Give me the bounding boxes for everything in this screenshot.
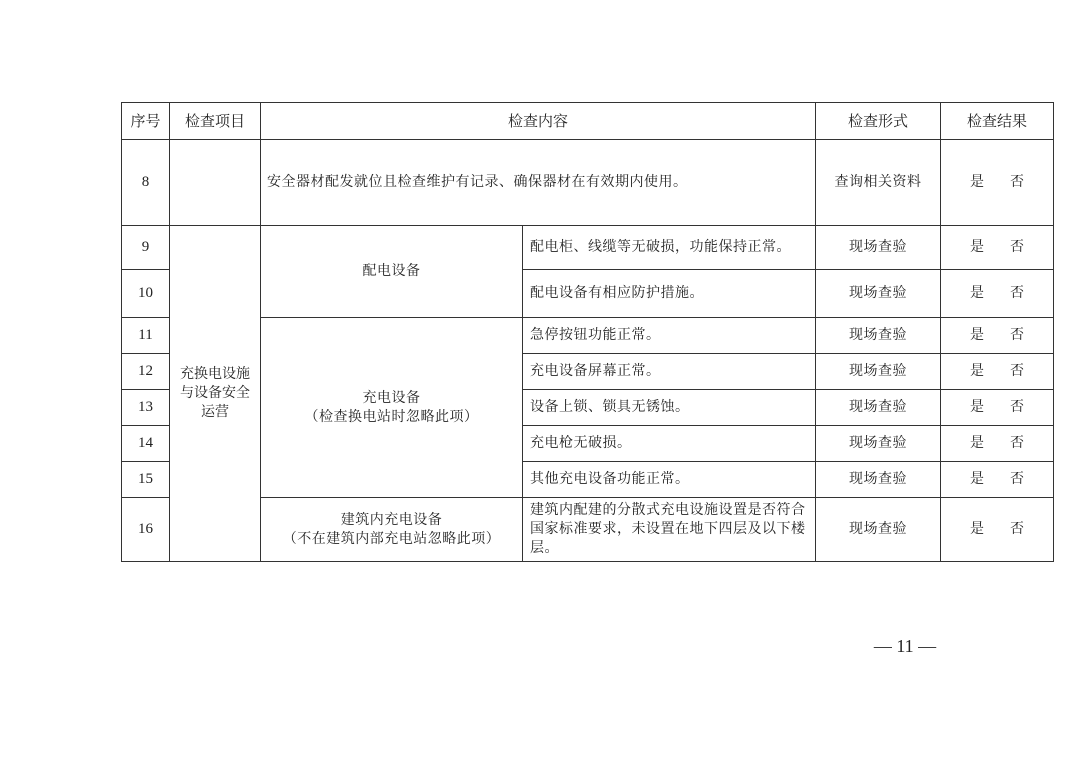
row-detail: 配电设备有相应防护措施。 bbox=[523, 270, 816, 318]
result-no: 否 bbox=[1010, 239, 1025, 255]
row-detail: 其他充电设备功能正常。 bbox=[523, 462, 816, 498]
result-no: 否 bbox=[1010, 521, 1025, 537]
page-number: — 11 — bbox=[873, 636, 937, 656]
row-content: 安全器材配发就位且检查维护有记录、确保器材在有效期内使用。 bbox=[261, 140, 816, 226]
table-header-row bbox=[122, 103, 1054, 140]
table-row bbox=[122, 498, 1054, 562]
row-number: 16 bbox=[122, 498, 170, 562]
group-item-label bbox=[170, 226, 261, 562]
result-no: 否 bbox=[1010, 363, 1025, 379]
result-yes: 是 bbox=[970, 239, 985, 255]
sub-group-distribution: 配电设备 bbox=[261, 226, 523, 318]
table-row bbox=[122, 318, 1054, 354]
inspection-table bbox=[121, 102, 1054, 562]
row-detail: 设备上锁、锁具无锈蚀。 bbox=[523, 390, 816, 426]
result-yes: 是 bbox=[970, 471, 985, 487]
row-result bbox=[941, 426, 1054, 462]
result-yes: 是 bbox=[970, 363, 985, 379]
row-result bbox=[941, 498, 1054, 562]
row-result bbox=[941, 318, 1054, 354]
result-no: 否 bbox=[1010, 327, 1025, 343]
row-form: 现场查验 bbox=[816, 318, 941, 354]
row-number: 14 bbox=[122, 426, 170, 462]
row-result bbox=[941, 140, 1054, 226]
sub-group-building bbox=[261, 498, 523, 562]
row-detail: 急停按钮功能正常。 bbox=[523, 318, 816, 354]
table-row bbox=[122, 226, 1054, 270]
row-number: 13 bbox=[122, 390, 170, 426]
row-number: 12 bbox=[122, 354, 170, 390]
row-result bbox=[941, 390, 1054, 426]
result-no: 否 bbox=[1010, 285, 1025, 301]
result-no: 否 bbox=[1010, 471, 1025, 487]
sub-group-charging-label: 充电设备 bbox=[362, 389, 421, 406]
row-form: 现场查验 bbox=[816, 226, 941, 270]
row-detail: 建筑内配建的分散式充电设施设置是否符合国家标准要求，未设置在地下四层及以下楼层。 bbox=[523, 498, 816, 562]
result-yes: 是 bbox=[970, 435, 985, 451]
header-num: 序号 bbox=[122, 103, 170, 140]
row-detail: 充电设备屏幕正常。 bbox=[523, 354, 816, 390]
header-item: 检查项目 bbox=[170, 103, 261, 140]
result-no: 否 bbox=[1010, 435, 1025, 451]
table-row bbox=[122, 140, 1054, 226]
row-result bbox=[941, 462, 1054, 498]
row-form: 现场查验 bbox=[816, 390, 941, 426]
row-form: 查询相关资料 bbox=[816, 140, 941, 226]
row-form: 现场查验 bbox=[816, 270, 941, 318]
result-yes: 是 bbox=[970, 327, 985, 343]
header-result: 检查结果 bbox=[941, 103, 1054, 140]
row-result bbox=[941, 270, 1054, 318]
result-no: 否 bbox=[1010, 174, 1025, 190]
row-number: 15 bbox=[122, 462, 170, 498]
row-form: 现场查验 bbox=[816, 426, 941, 462]
result-yes: 是 bbox=[970, 399, 985, 415]
row-result bbox=[941, 354, 1054, 390]
header-form: 检查形式 bbox=[816, 103, 941, 140]
result-yes: 是 bbox=[970, 174, 985, 190]
result-yes: 是 bbox=[970, 285, 985, 301]
result-yes: 是 bbox=[970, 521, 985, 537]
group-item-line: 运营 bbox=[201, 404, 229, 420]
row-number: 11 bbox=[122, 318, 170, 354]
row-number: 10 bbox=[122, 270, 170, 318]
group-item-line: 充换电设施 bbox=[180, 366, 250, 382]
sub-group-charging bbox=[261, 318, 523, 498]
row-detail: 充电枪无破损。 bbox=[523, 426, 816, 462]
row-number: 9 bbox=[122, 226, 170, 270]
row-form: 现场查验 bbox=[816, 354, 941, 390]
sub-group-building-note: （不在建筑内部充电站忽略此项） bbox=[282, 530, 501, 547]
result-no: 否 bbox=[1010, 399, 1025, 415]
group-item-line: 与设备安全 bbox=[180, 385, 250, 401]
row-form: 现场查验 bbox=[816, 462, 941, 498]
row-form: 现场查验 bbox=[816, 498, 941, 562]
header-content: 检查内容 bbox=[261, 103, 816, 140]
row-result bbox=[941, 226, 1054, 270]
row-detail: 配电柜、线缆等无破损，功能保持正常。 bbox=[523, 226, 816, 270]
row-number: 8 bbox=[122, 140, 170, 226]
sub-group-building-label: 建筑内充电设备 bbox=[340, 511, 443, 528]
row-item-empty bbox=[170, 140, 261, 226]
sub-group-charging-note: （检查换电站时忽略此项） bbox=[304, 408, 479, 425]
